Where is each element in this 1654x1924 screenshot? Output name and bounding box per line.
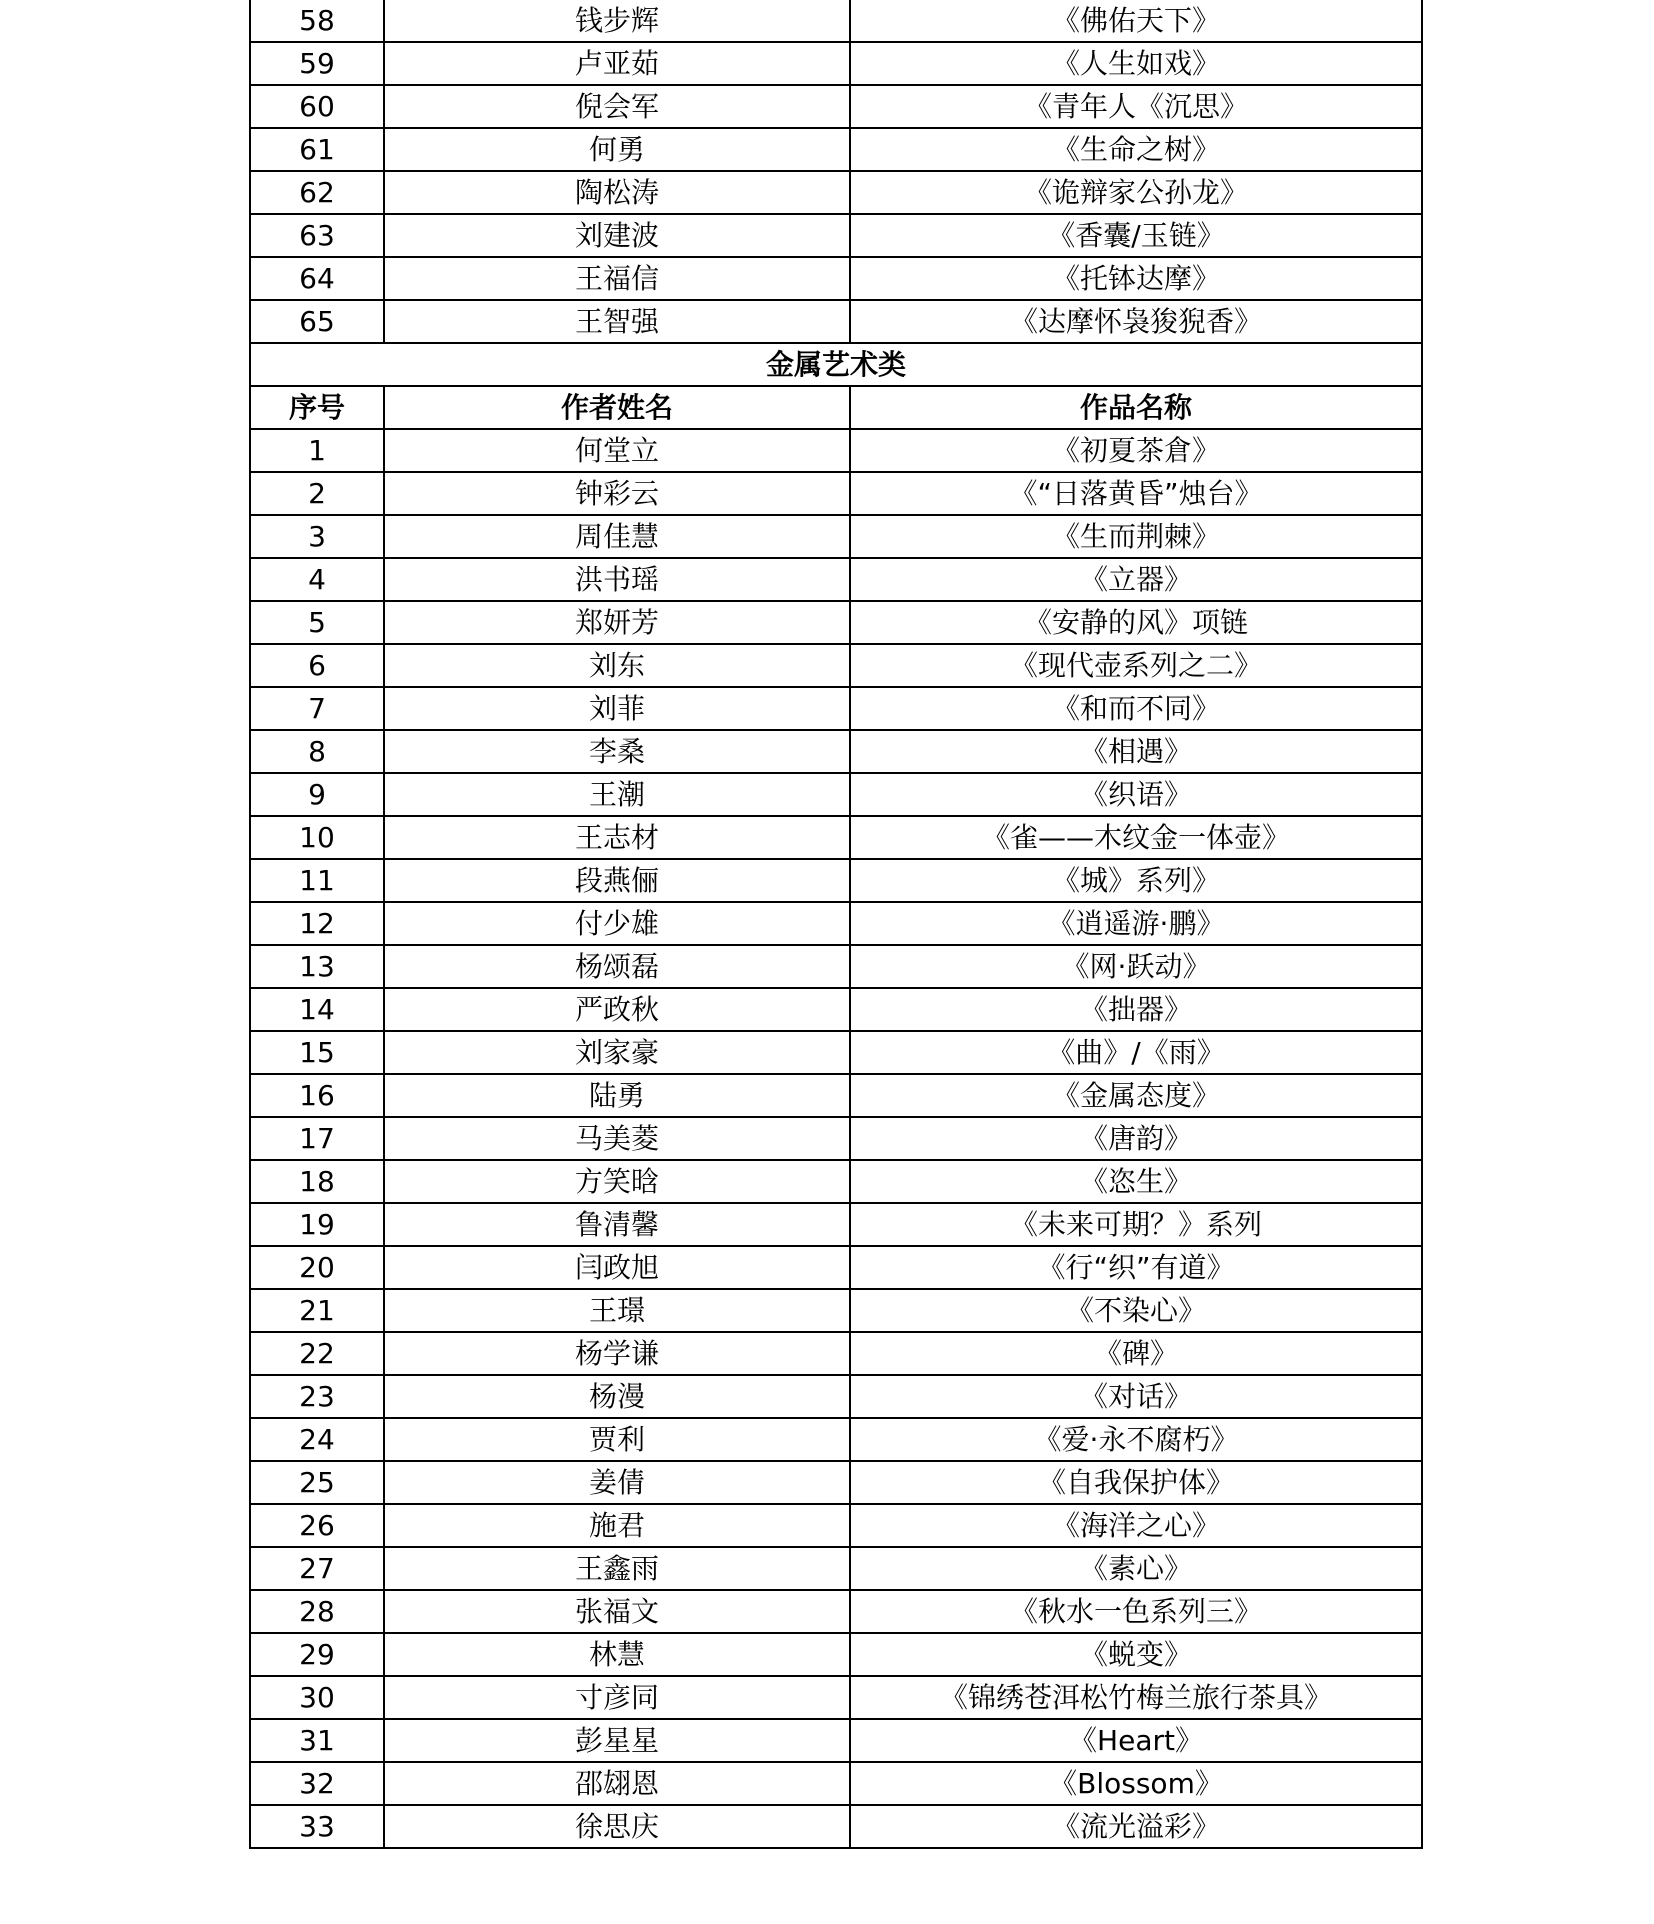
entry-number: 1 (250, 429, 384, 472)
previous-table-row (250, 85, 1422, 128)
author-name: 刘菲 (384, 687, 850, 730)
work-title: 《不染心》 (850, 1289, 1422, 1332)
work-title: 《“日落黄昏”烛台》 (850, 472, 1422, 515)
column-header-author: 作者姓名 (384, 386, 850, 429)
table-row (250, 773, 1422, 816)
author-name: 段燕俪 (384, 859, 850, 902)
author-name: 洪书瑶 (384, 558, 850, 601)
table-row (250, 1418, 1422, 1461)
work-title: 《青年人《沉思》 (850, 85, 1422, 128)
work-title: 《流光溢彩》 (850, 1805, 1422, 1848)
author-name: 杨漫 (384, 1375, 850, 1418)
author-name: 王志材 (384, 816, 850, 859)
previous-table-row (250, 42, 1422, 85)
entry-number: 61 (250, 128, 384, 171)
work-title: 《现代壶系列之二》 (850, 644, 1422, 687)
table-row (250, 1160, 1422, 1203)
work-title: 《恣生》 (850, 1160, 1422, 1203)
work-title: 《相遇》 (850, 730, 1422, 773)
entry-number: 63 (250, 214, 384, 257)
entry-number: 26 (250, 1504, 384, 1547)
previous-table-row (250, 257, 1422, 300)
entry-number: 29 (250, 1633, 384, 1676)
previous-table-row (250, 171, 1422, 214)
author-name: 王智强 (384, 300, 850, 343)
table-row (250, 1805, 1422, 1848)
table-row (250, 1547, 1422, 1590)
entry-number: 30 (250, 1676, 384, 1719)
work-title: 《行“织”有道》 (850, 1246, 1422, 1289)
work-title: 《生命之树》 (850, 128, 1422, 171)
author-name: 钱步辉 (384, 0, 850, 42)
entry-number: 10 (250, 816, 384, 859)
table-row (250, 429, 1422, 472)
entry-number: 59 (250, 42, 384, 85)
work-title: 《生而荆棘》 (850, 515, 1422, 558)
author-name: 杨颂磊 (384, 945, 850, 988)
entry-number: 9 (250, 773, 384, 816)
entry-number: 27 (250, 1547, 384, 1590)
column-header-number: 序号 (250, 386, 384, 429)
work-title: 《托钵达摩》 (850, 257, 1422, 300)
entry-number: 31 (250, 1719, 384, 1762)
author-name: 施君 (384, 1504, 850, 1547)
table-row (250, 945, 1422, 988)
table-row (250, 1246, 1422, 1289)
entry-number: 60 (250, 85, 384, 128)
table-row (250, 1719, 1422, 1762)
entry-number: 15 (250, 1031, 384, 1074)
author-name: 付少雄 (384, 902, 850, 945)
entry-number: 58 (250, 0, 384, 42)
author-name: 邵翃恩 (384, 1762, 850, 1805)
work-title: 《素心》 (850, 1547, 1422, 1590)
author-name: 方笑晗 (384, 1160, 850, 1203)
author-name: 徐思庆 (384, 1805, 850, 1848)
entry-number: 23 (250, 1375, 384, 1418)
entry-number: 4 (250, 558, 384, 601)
table-row (250, 1031, 1422, 1074)
table-row (250, 1633, 1422, 1676)
author-name: 姜倩 (384, 1461, 850, 1504)
work-title: 《香囊/玉链》 (850, 214, 1422, 257)
entry-number: 25 (250, 1461, 384, 1504)
table-row (250, 472, 1422, 515)
section-title-row (250, 343, 1422, 386)
entry-number: 7 (250, 687, 384, 730)
work-title: 《自我保护体》 (850, 1461, 1422, 1504)
author-name: 钟彩云 (384, 472, 850, 515)
entry-number: 14 (250, 988, 384, 1031)
author-name: 彭星星 (384, 1719, 850, 1762)
table-row (250, 730, 1422, 773)
work-title: 《对话》 (850, 1375, 1422, 1418)
author-name: 贾利 (384, 1418, 850, 1461)
entry-number: 28 (250, 1590, 384, 1633)
work-title: 《爱·永不腐朽》 (850, 1418, 1422, 1461)
author-name: 严政秋 (384, 988, 850, 1031)
work-title: 《锦绣苍洱松竹梅兰旅行茶具》 (850, 1676, 1422, 1719)
entry-number: 24 (250, 1418, 384, 1461)
work-title: 《和而不同》 (850, 687, 1422, 730)
author-name: 陆勇 (384, 1074, 850, 1117)
entry-number: 16 (250, 1074, 384, 1117)
author-name: 杨学谦 (384, 1332, 850, 1375)
table-row (250, 988, 1422, 1031)
author-name: 林慧 (384, 1633, 850, 1676)
entry-number: 22 (250, 1332, 384, 1375)
section-title: 金属艺术类 (250, 343, 1422, 386)
author-name: 王鑫雨 (384, 1547, 850, 1590)
table-row (250, 1375, 1422, 1418)
author-name: 卢亚茹 (384, 42, 850, 85)
table-row (250, 1074, 1422, 1117)
work-title: 《碑》 (850, 1332, 1422, 1375)
work-title: 《拙器》 (850, 988, 1422, 1031)
author-name: 王璟 (384, 1289, 850, 1332)
entry-number: 19 (250, 1203, 384, 1246)
table-row (250, 601, 1422, 644)
work-title: 《诡辩家公孙龙》 (850, 171, 1422, 214)
author-name: 马美菱 (384, 1117, 850, 1160)
column-header-row (250, 386, 1422, 429)
work-title: 《金属态度》 (850, 1074, 1422, 1117)
work-title: 《雀——木纹金一体壶》 (850, 816, 1422, 859)
author-name: 寸彦同 (384, 1676, 850, 1719)
entry-number: 20 (250, 1246, 384, 1289)
table-row (250, 1117, 1422, 1160)
entry-number: 65 (250, 300, 384, 343)
author-name: 刘家豪 (384, 1031, 850, 1074)
table-row (250, 902, 1422, 945)
table-row (250, 816, 1422, 859)
table-row (250, 687, 1422, 730)
entry-number: 32 (250, 1762, 384, 1805)
table-row (250, 859, 1422, 902)
work-title: 《人生如戏》 (850, 42, 1422, 85)
table-row (250, 1289, 1422, 1332)
table-row (250, 1203, 1422, 1246)
entry-number: 8 (250, 730, 384, 773)
work-title: 《达摩怀袅狻猊香》 (850, 300, 1422, 343)
table-row (250, 644, 1422, 687)
table-row (250, 515, 1422, 558)
entry-number: 6 (250, 644, 384, 687)
award-list-body (250, 0, 1422, 1848)
entry-number: 12 (250, 902, 384, 945)
work-title: 《未来可期？》系列 (850, 1203, 1422, 1246)
previous-table-row (250, 300, 1422, 343)
work-title: 《蜕变》 (850, 1633, 1422, 1676)
author-name: 王潮 (384, 773, 850, 816)
author-name: 刘东 (384, 644, 850, 687)
work-title: 《佛佑天下》 (850, 0, 1422, 42)
entry-number: 3 (250, 515, 384, 558)
work-title: 《曲》/《雨》 (850, 1031, 1422, 1074)
entry-number: 13 (250, 945, 384, 988)
entry-number: 18 (250, 1160, 384, 1203)
author-name: 何勇 (384, 128, 850, 171)
work-title: 《Heart》 (850, 1719, 1422, 1762)
work-title: 《网·跃动》 (850, 945, 1422, 988)
author-name: 王福信 (384, 257, 850, 300)
author-name: 李桑 (384, 730, 850, 773)
table-row (250, 1332, 1422, 1375)
table-row (250, 1461, 1422, 1504)
author-name: 陶松涛 (384, 171, 850, 214)
previous-table-row (250, 0, 1422, 42)
entry-number: 5 (250, 601, 384, 644)
entry-number: 2 (250, 472, 384, 515)
work-title: 《Blossom》 (850, 1762, 1422, 1805)
entry-number: 62 (250, 171, 384, 214)
entry-number: 17 (250, 1117, 384, 1160)
work-title: 《织语》 (850, 773, 1422, 816)
table-row (250, 1762, 1422, 1805)
entry-number: 11 (250, 859, 384, 902)
work-title: 《秋水一色系列三》 (850, 1590, 1422, 1633)
table-row (250, 558, 1422, 601)
table-row (250, 1590, 1422, 1633)
work-title: 《初夏茶倉》 (850, 429, 1422, 472)
author-name: 何堂立 (384, 429, 850, 472)
work-title: 《逍遥游·鹏》 (850, 902, 1422, 945)
work-title: 《唐韵》 (850, 1117, 1422, 1160)
award-list-table (249, 0, 1423, 1849)
work-title: 《立器》 (850, 558, 1422, 601)
author-name: 闫政旭 (384, 1246, 850, 1289)
author-name: 倪会军 (384, 85, 850, 128)
entry-number: 21 (250, 1289, 384, 1332)
work-title: 《海洋之心》 (850, 1504, 1422, 1547)
author-name: 张福文 (384, 1590, 850, 1633)
author-name: 刘建波 (384, 214, 850, 257)
author-name: 鲁清馨 (384, 1203, 850, 1246)
author-name: 郑妍芳 (384, 601, 850, 644)
entry-number: 33 (250, 1805, 384, 1848)
work-title: 《城》系列》 (850, 859, 1422, 902)
column-header-work: 作品名称 (850, 386, 1422, 429)
author-name: 周佳慧 (384, 515, 850, 558)
previous-table-row (250, 214, 1422, 257)
work-title: 《安静的风》项链 (850, 601, 1422, 644)
table-row (250, 1504, 1422, 1547)
table-row (250, 1676, 1422, 1719)
entry-number: 64 (250, 257, 384, 300)
previous-table-row (250, 128, 1422, 171)
